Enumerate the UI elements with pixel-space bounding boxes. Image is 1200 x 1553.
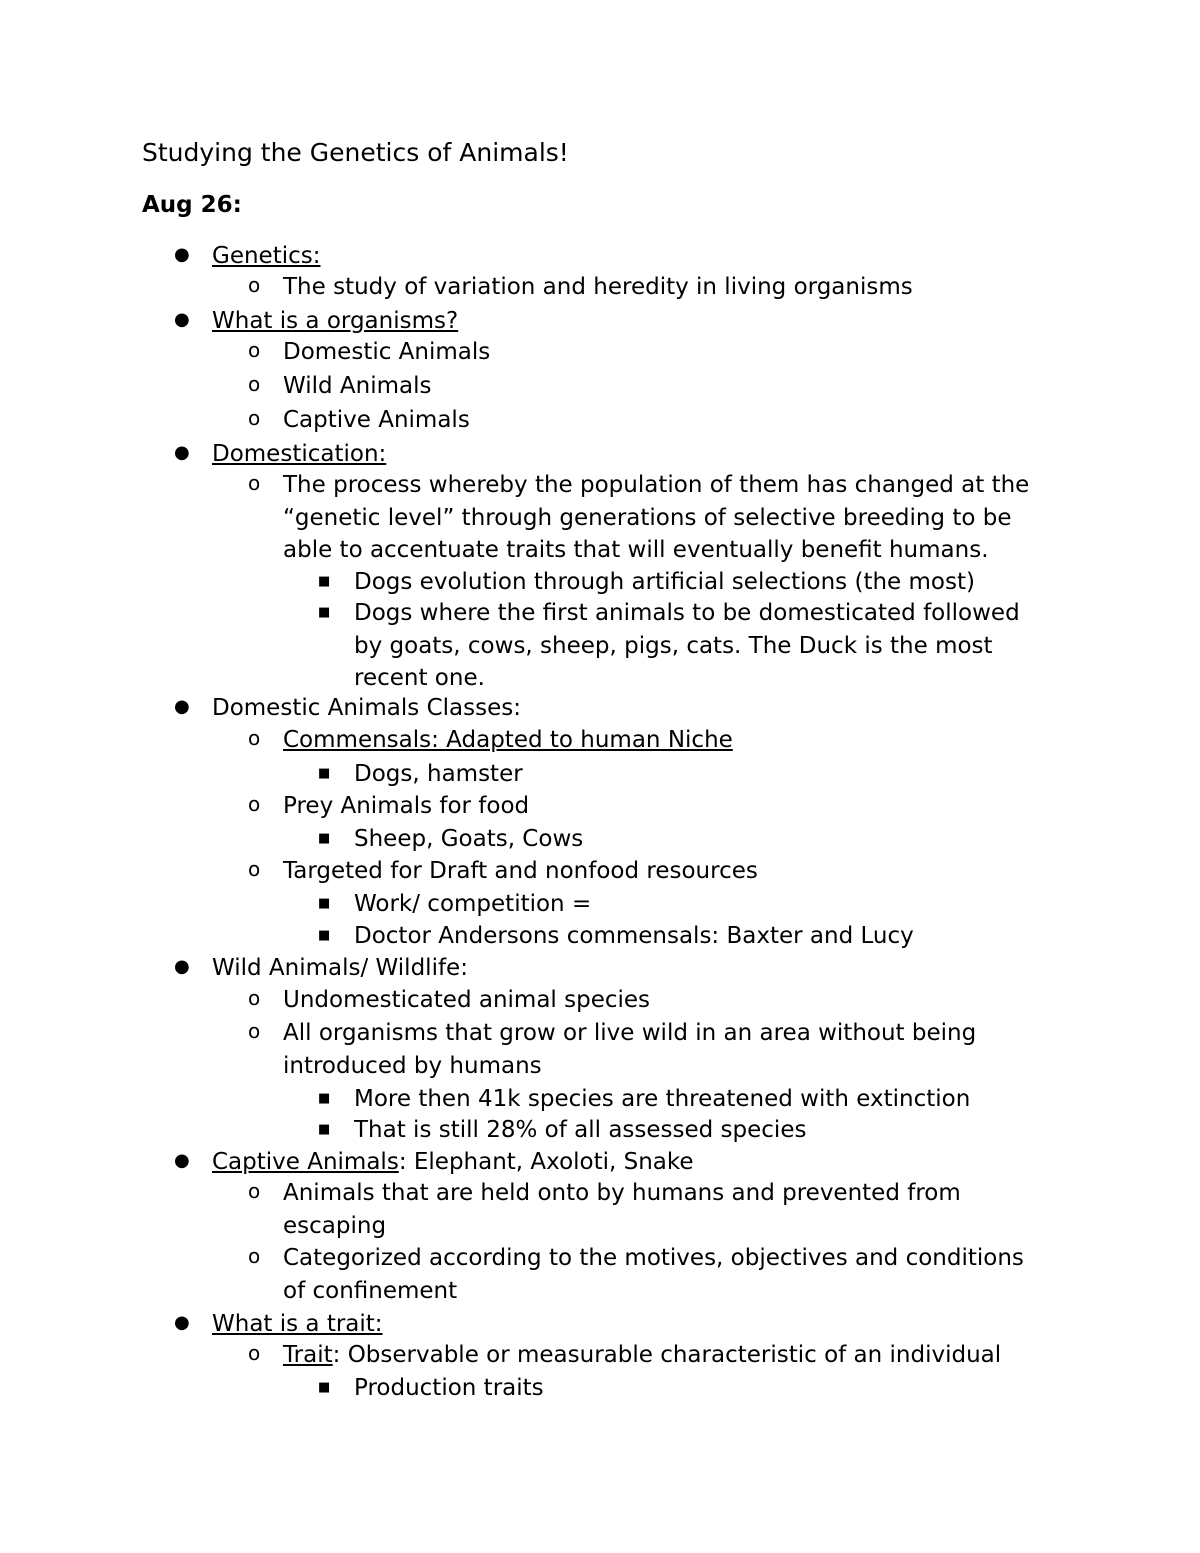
list-item: Work/ competition = <box>354 891 592 917</box>
list-item-line: Animals that are held onto by humans and prevented from <box>283 1180 961 1206</box>
list-item <box>212 240 321 272</box>
list-item-underlined-text: Domestication: <box>212 441 387 467</box>
document-title: Studying the Genetics of Animals! <box>142 138 569 167</box>
list-item-underlined-text: Commensals: Adapted to human Niche <box>283 727 733 753</box>
list-item: Wild Animals <box>283 373 432 399</box>
circle-bullet-icon: o <box>248 372 261 396</box>
list-item-underlined-term: Trait <box>283 1342 333 1368</box>
list-item <box>212 438 386 470</box>
bullet-icon: ● <box>174 956 190 977</box>
bullet-icon: ● <box>174 442 190 463</box>
list-item-line: of confinement <box>283 1277 458 1304</box>
square-bullet-icon: ■ <box>318 831 331 846</box>
list-item-line: by goats, cows, sheep, pigs, cats. The Duck is the most <box>354 632 993 659</box>
list-item-underlined-text: What is a organisms? <box>212 308 459 334</box>
bullet-icon: ● <box>174 309 190 330</box>
list-item-rest: : Elephant, Axoloti, Snake <box>398 1149 694 1175</box>
square-bullet-icon: ■ <box>318 1380 331 1395</box>
square-bullet-icon: ■ <box>318 1091 331 1106</box>
list-item <box>212 1146 694 1178</box>
list-item-underlined-term: Captive Animals <box>212 1149 399 1175</box>
list-item <box>212 305 458 337</box>
circle-bullet-icon: o <box>248 1019 261 1043</box>
list-item: Domestic Animals <box>283 339 491 365</box>
list-item: Sheep, Goats, Cows <box>354 826 584 852</box>
list-item <box>283 724 733 756</box>
list-item-line: able to accentuate traits that will eventually benefit humans. <box>283 537 989 563</box>
list-item-line: The process whereby the population of them has changed at the <box>283 472 1030 498</box>
square-bullet-icon: ■ <box>318 605 331 620</box>
list-item-underlined-text: Genetics: <box>212 243 321 269</box>
list-item: Dogs, hamster <box>354 761 523 787</box>
list-item-rest: : Observable or measurable characteristic of an individual <box>332 1342 1002 1368</box>
circle-bullet-icon: o <box>248 1341 261 1365</box>
date-heading: Aug 26: <box>142 192 242 218</box>
bullet-icon: ● <box>174 696 190 717</box>
square-bullet-icon: ■ <box>318 574 331 589</box>
list-item-underlined-text: What is a trait: <box>212 1311 383 1337</box>
list-item: Targeted for Draft and nonfood resources <box>283 858 758 884</box>
list-item <box>283 1339 1001 1371</box>
list-item-line: Dogs where the first animals to be domesticated followed <box>354 600 1020 626</box>
list-item: Domestic Animals Classes: <box>212 695 521 721</box>
circle-bullet-icon: o <box>248 792 261 816</box>
list-item: The study of variation and heredity in living organisms <box>283 274 913 300</box>
bullet-icon: ● <box>174 1312 190 1333</box>
circle-bullet-icon: o <box>248 406 261 430</box>
list-item: Undomesticated animal species <box>283 987 651 1013</box>
list-item: Production traits <box>354 1375 544 1401</box>
circle-bullet-icon: o <box>248 857 261 881</box>
list-item-line: introduced by humans <box>283 1052 542 1079</box>
list-item-line: “genetic level” through generations of selective breeding to be <box>283 504 1012 531</box>
list-item: Doctor Andersons commensals: Baxter and Lucy <box>354 923 914 949</box>
square-bullet-icon: ■ <box>318 766 331 781</box>
circle-bullet-icon: o <box>248 273 261 297</box>
list-item-line: Categorized according to the motives, objectives and conditions <box>283 1245 1024 1271</box>
list-item: Dogs evolution through artificial selections (the most) <box>354 569 975 595</box>
list-item: That is still 28% of all assessed species <box>354 1117 807 1143</box>
list-item-line: escaping <box>283 1212 387 1239</box>
square-bullet-icon: ■ <box>318 1122 331 1137</box>
list-item: More then 41k species are threatened with extinction <box>354 1086 971 1112</box>
list-item: Prey Animals for food <box>283 793 530 819</box>
list-item-line: recent one. <box>354 665 485 691</box>
square-bullet-icon: ■ <box>318 928 331 943</box>
circle-bullet-icon: o <box>248 471 261 495</box>
circle-bullet-icon: o <box>248 1179 261 1203</box>
list-item <box>212 1308 383 1340</box>
circle-bullet-icon: o <box>248 986 261 1010</box>
list-item: Wild Animals/ Wildlife: <box>212 955 468 981</box>
list-item: Captive Animals <box>283 407 470 433</box>
circle-bullet-icon: o <box>248 726 261 750</box>
circle-bullet-icon: o <box>248 338 261 362</box>
square-bullet-icon: ■ <box>318 896 331 911</box>
bullet-icon: ● <box>174 244 190 265</box>
circle-bullet-icon: o <box>248 1244 261 1268</box>
list-item-line: All organisms that grow or live wild in an area without being <box>283 1020 977 1046</box>
bullet-icon: ● <box>174 1150 190 1171</box>
